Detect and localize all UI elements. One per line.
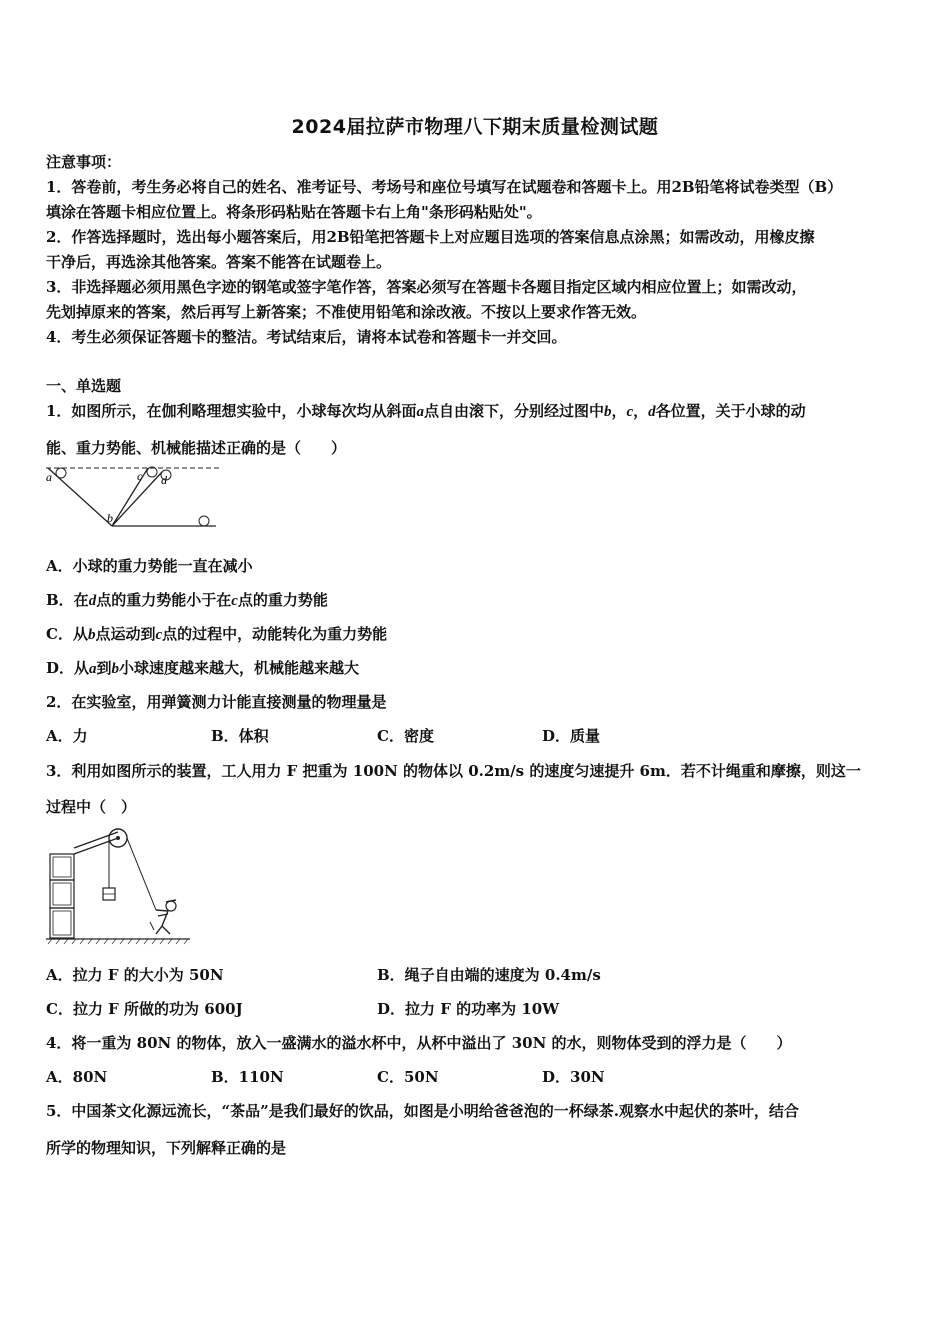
q3-stem-line2: 过程中（ ） bbox=[46, 798, 137, 816]
q2-option-c[interactable]: C．密度 bbox=[377, 727, 434, 745]
notice-line: 先划掉原来的答案，然后再写上新答案；不准使用铅笔和涂改液。不按以上要求作答无效。 bbox=[46, 303, 647, 321]
q4-stem: 4．将一重为 80N 的物体，放入一盛满水的溢水杯中，从杯中溢出了 30N 的水，则物体受到的浮力是（ ） bbox=[46, 1034, 792, 1052]
label-c: c bbox=[137, 469, 143, 483]
q2-option-a[interactable]: A．力 bbox=[46, 727, 88, 745]
galileo-ramp-figure bbox=[44, 462, 224, 532]
pulley-figure bbox=[44, 826, 194, 948]
opt-text: D．从 bbox=[46, 659, 90, 677]
right-slope-c bbox=[112, 468, 148, 526]
q1-stem-line2: 能、重力势能、机械能描述正确的是（ ） bbox=[46, 439, 347, 457]
q2-stem: 2．在实验室，用弹簧测力计能直接测量的物理量是 bbox=[46, 693, 387, 711]
q1-stem-line1 bbox=[46, 401, 908, 422]
q1-text: 点自由滚下，分别经过图中 bbox=[423, 402, 604, 420]
q3-option-a[interactable]: A．拉力 F 的大小为 50N bbox=[46, 966, 224, 984]
rope-end bbox=[150, 922, 154, 930]
section-heading: 一、单选题 bbox=[46, 377, 122, 395]
window bbox=[53, 857, 71, 877]
q1-sep: ， bbox=[611, 402, 627, 420]
opt-text: 点的重力势能 bbox=[237, 591, 328, 609]
building-block bbox=[50, 908, 74, 938]
q1-var: c bbox=[626, 404, 634, 420]
notice-heading: 注意事项： bbox=[46, 153, 122, 171]
q3-stem-line1: 3．利用如图所示的装置，工人用力 F 把重为 100N 的物体以 0.2m/s 的速度匀速提升 6m．若不计绳重和摩擦，则这一 bbox=[46, 762, 861, 780]
page-title: 2024届拉萨市物理八下期末质量检测试题 bbox=[291, 116, 659, 138]
q2-option-d[interactable]: D．质量 bbox=[542, 727, 601, 745]
pulley-axle bbox=[116, 836, 120, 840]
q4-option-b[interactable]: B．110N bbox=[211, 1068, 284, 1086]
opt-var: b bbox=[87, 627, 96, 643]
label-a: a bbox=[46, 470, 52, 484]
notice-line: 4．考生必须保证答题卡的整洁。考试结束后，请将本试卷和答题卡一并交回。 bbox=[46, 328, 567, 346]
q1-text: 各位置，关于小球的动 bbox=[655, 402, 806, 420]
q1-sep: ， bbox=[633, 402, 649, 420]
opt-text: 到 bbox=[96, 659, 112, 677]
opt-var: c bbox=[231, 593, 238, 609]
ground-hatching bbox=[48, 939, 188, 944]
opt-text: B．在 bbox=[46, 591, 89, 609]
q3-option-b[interactable]: B．绳子自由端的速度为 0.4m/s bbox=[377, 966, 601, 984]
rope-worker bbox=[127, 838, 156, 910]
opt-text: 点的过程中，动能转化为重力势能 bbox=[162, 625, 388, 643]
opt-text: 点的重力势能小于在 bbox=[96, 591, 232, 609]
notice-line: 填涂在答题卡相应位置上。将条形码粘贴在答题卡右上角"条形码粘贴处"。 bbox=[46, 203, 542, 221]
building-block bbox=[50, 854, 74, 880]
ball-a bbox=[56, 468, 66, 478]
label-d: d bbox=[161, 473, 167, 487]
opt-var: a bbox=[89, 661, 97, 677]
q3-option-d[interactable]: D．拉力 F 的功率为 10W bbox=[377, 1000, 560, 1018]
q4-option-c[interactable]: C．50N bbox=[377, 1068, 439, 1086]
q1-option-b[interactable] bbox=[46, 590, 908, 611]
notice-line: 干净后，再选涂其他答案。答案不能答在试题卷上。 bbox=[46, 253, 392, 271]
opt-var: c bbox=[155, 627, 163, 643]
opt-text: 小球速度越来越大，机械能越来越大 bbox=[119, 659, 360, 677]
window bbox=[53, 883, 71, 905]
q1-option-a[interactable]: A．小球的重力势能一直在减小 bbox=[46, 557, 253, 575]
opt-var: d bbox=[88, 593, 97, 609]
q2-option-b[interactable]: B．体积 bbox=[211, 727, 269, 745]
q5-stem-line1: 5．中国茶文化源远流长，“茶品”是我们最好的饮品，如图是小明给爸爸泡的一杯绿茶.观察水中起伏的茶叶，结合 bbox=[46, 1102, 799, 1120]
notice-line: 2．作答选择题时，选出每小题答案后，用2B铅笔把答题卡上对应题目选项的答案信息点涂黑；如需改动，用橡皮擦 bbox=[46, 228, 815, 246]
worker-body bbox=[156, 910, 170, 934]
q1-var: a bbox=[416, 404, 424, 420]
ball-floor bbox=[199, 516, 209, 526]
notice-line: 3．非选择题必须用黑色字迹的钢笔或签字笔作答，答案必须写在答题卡各题目指定区域内相应位置上；如需改动， bbox=[46, 278, 807, 296]
label-b: b bbox=[107, 511, 113, 525]
q4-option-d[interactable]: D．30N bbox=[542, 1068, 605, 1086]
building-block bbox=[50, 880, 74, 908]
opt-text: C．从 bbox=[46, 625, 88, 643]
q4-option-a[interactable]: A．80N bbox=[46, 1068, 108, 1086]
q1-text: 1．如图所示，在伽利略理想实验中，小球每次均从斜面 bbox=[46, 402, 417, 420]
q1-var: b bbox=[603, 404, 612, 420]
q5-stem-line2: 所学的物理知识，下列解释正确的是 bbox=[46, 1139, 287, 1157]
opt-var: b bbox=[111, 661, 120, 677]
q1-option-c[interactable] bbox=[46, 624, 908, 645]
q3-option-c[interactable]: C．拉力 F 所做的功为 600J bbox=[46, 1000, 243, 1018]
q1-option-d[interactable] bbox=[46, 658, 908, 679]
notice-line: 1．答卷前，考生务必将自己的姓名、准考证号、考场号和座位号填写在试题卷和答题卡上。用2B铅笔将试卷类型（B） bbox=[46, 178, 843, 196]
window bbox=[53, 911, 71, 935]
q1-var: d bbox=[648, 404, 656, 420]
opt-text: 点运动到 bbox=[95, 625, 156, 643]
